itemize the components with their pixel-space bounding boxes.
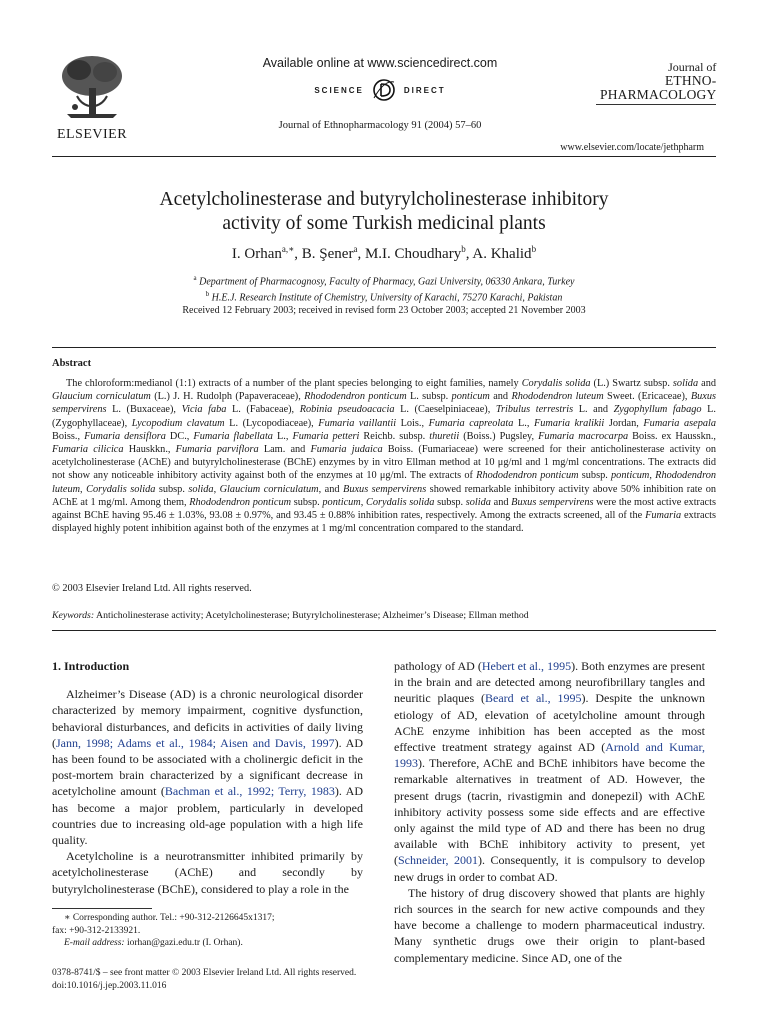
footnote-rule: [52, 908, 152, 909]
publisher-name: ELSEVIER: [56, 127, 128, 142]
journal-url[interactable]: www.elsevier.com/locate/jethpharm: [560, 142, 704, 153]
email-address[interactable]: iorhan@gazi.edu.tr (I. Orhan).: [124, 938, 243, 948]
copyright-notice: © 2003 Elsevier Ireland Ltd. All rights reserved.: [52, 583, 252, 594]
author-name: A. Khalid: [472, 246, 532, 262]
section-heading-introduction: 1. Introduction: [52, 659, 130, 673]
paragraph: pathology of AD (Hebert et al., 1995). Both enzymes are present in the brain and are detected among neurofibrillary tangles and neuritic plaques (Beard et al., 1995). Despite the unknown etiology of AD, elevation of acetylcholine amount through AChE enzyme inhibition has been accepted as the most effective treatment strategy against AD (Arnold and Kumar, 1993). Therefore, AChE and BChE inhibitors have become the remarkable alternatives in treatment of AD. However, the present drugs (tacrin, rivastigmin and donepezil) with AChE inhibitory activity possess some side effects and are effective only against the mild type of AD and there has been no drug available with BChE inhibitory activity to present, yet (Schneider, 2001). Consequently, it is compulsory to develop new drugs in order to combat AD.: [394, 659, 706, 884]
journal-citation: Journal of Ethnopharmacology 91 (2004) 57–60: [278, 120, 482, 131]
corresponding-author-footnote: [52, 912, 363, 950]
abstract-top-rule: [52, 347, 716, 348]
author-affil-mark[interactable]: a,∗: [281, 244, 295, 254]
sd-left-text: SCIENCE: [314, 85, 364, 95]
front-matter-footer: [52, 967, 356, 993]
issn-line: 0378-8741/$ – see front matter © 2003 Elsevier Ireland Ltd. All rights reserved.: [52, 968, 357, 978]
masthead-center: [200, 56, 560, 131]
citation-link[interactable]: Jann, 1998; Adams et al., 1984; Aisen and Davis, 1997: [56, 735, 335, 750]
paragraph: Acetylcholine is a neurotransmitter inhibited primarily by acetylcholinesterase (AChE) and secondly by butyrylcholinesterase (BChE), considered to play a role in the: [52, 849, 363, 896]
citation-link[interactable]: Arnold and Kumar, 1993: [394, 740, 706, 771]
elsevier-logo: [52, 52, 132, 143]
footnote-line: fax: +90-312-2133921.: [52, 925, 141, 936]
paragraph: The history of drug discovery showed that plants are highly rich sources in the search for new active compounds and they have become a challenge to modern pharmaceutical industry. Many synthetic drugs owe their origin to plant-based complementary medicine. Since AD, one of the: [394, 885, 705, 965]
article-title: [52, 188, 716, 236]
author-list: I. Orhan$^{a,∗}$, B. Şener$^a$, M.I. Choudhary$^b$, A. Khalid$^b$: [231, 244, 537, 262]
journal-logo: [596, 60, 716, 105]
citation-link[interactable]: Beard et al., 1995: [484, 691, 582, 706]
footnote-line: ∗ Corresponding author. Tel.: +90-312-2126645x1317;: [64, 913, 275, 923]
doi-line[interactable]: doi:10.1016/j.jep.2003.11.016: [52, 981, 167, 991]
author-affil-mark[interactable]: b: [461, 244, 466, 254]
sciencedirect-d-icon: [370, 78, 398, 102]
footnote-email: E-mail address: iorhan@gazi.edu.tr (I. Orhan).: [64, 938, 243, 948]
title-line-1: Acetylcholinesterase and butyrylcholinesterase inhibitory: [159, 189, 609, 210]
available-online: Available online at www.sciencedirect.com: [262, 56, 498, 70]
keywords-text: Anticholinesterase activity; Acetylcholinesterase; Butyrylcholinesterase; Alzheimer’s Disease; Ellman method: [94, 610, 529, 621]
keywords-label: Keywords:: [52, 610, 95, 621]
journal-name-line3: PHARMACOLOGY: [600, 87, 717, 102]
citation-link[interactable]: Hebert et al., 1995: [481, 659, 572, 673]
author-name: I. Orhan: [231, 246, 282, 262]
journal-logo-rule: [596, 104, 716, 105]
sciencedirect-logo: [200, 78, 560, 102]
header-divider: [52, 156, 716, 157]
body-top-rule: [52, 630, 716, 631]
author-affil-mark[interactable]: a: [353, 244, 358, 254]
journal-name-line2: ETHNO-: [664, 73, 717, 88]
column-left: [52, 658, 363, 897]
citation-link[interactable]: Bachman et al., 1992; Terry, 1983: [164, 784, 335, 799]
author-name: B. Şener: [301, 246, 354, 262]
sd-right-text: DIRECT: [403, 85, 446, 95]
elsevier-tree-icon: [57, 52, 127, 120]
citation-link[interactable]: Schneider, 2001: [398, 853, 479, 868]
abstract-heading: Abstract: [52, 358, 92, 369]
keywords: [52, 610, 716, 621]
abstract-body: The chloroform:medianol (1:1) extracts of a number of the plant species belonging to eight families, namely Corydalis solida (L.) Swartz subsp. solida and Glaucium corniculatum (L.) J. H. Rudolph (Papaveraceae), Rhododendron ponticum L. subsp. ponticum and Rhododendron luteum Sweet. (Ericaceae), Buxus sempervirens L. (Buxaceae), Vicia faba L. (Fabaceae), Robinia pseudoacacia L. (Caeselpiniaceae), Tribulus terrestris L. and Zygophyllum fabago L. (Zygophyllaceae), Lycopodium clavatum L. (Lycopodiaceae), Fumaria vaillantii Lois., Fumaria capreolata L., Fumaria kralikii Jordan, Fumaria asepala Boiss., Fumaria densiflora DC., Fumaria flabellata L., Fumaria petteri Reichb. subsp. thuretii (Boiss.) Pugsley, Fumaria macrocarpa Boiss. ex Hausskn., Fumaria cilicica Hauskkn., Fumaria parviflora Lam. and Fumaria judaica Boiss. (Fumariaceae) were screened for their anticholinesterase activity on acetylcholinesterase (AChE) and butyrylcholinesterase (BChE) enzymes by in vitro Ellman method at 10 μg/ml and 1 mg/ml concentrations. The extracts did not show any noticeable inhibitory activity against both of the enzymes at 10 μg/ml. The extracts of Rhododendron ponticum subsp. ponticum, Rhododendron luteum, Corydalis solida subsp. solida, Glaucium corniculatum, and Buxus sempervirens showed remarkable inhibitory activity above 50% inhibition rate on AChE at 1 mg/ml. Among them, Rhododendron ponticum subsp. ponticum, Corydalis solida subsp. solida and Buxus sempervirens were the most active extracts against BChE having 95.46 ± 1.03%, 93.08 ± 0.97%, and 93.45 ± 0.88% inhibition rates, respectively. Among the extracts screened, all of the Fumaria extracts displayed highly potent inhibition against both of the enzymes at 1 mg/ml concentration compared to the standard.: [52, 378, 717, 535]
affiliation-b: $^b$ H.E.J. Research Institute of Chemistry, University of Karachi, 75270 Karachi, Pakistan: [205, 290, 563, 304]
author-name: M.I. Choudhary: [364, 246, 462, 262]
paragraph: Alzheimer’s Disease (AD) is a chronic neurological disorder characterized by memory impairment, cognitive dysfunction, behavioral disturbances, and deficits in activities of daily living (Jann, 1998; Adams et al., 1984; Aisen and Davis, 1997). AD has been found to be associated with a cholinergic deficit in the post-mortem brain characterized by a significant decrease in acetylcholine amount (Bachman et al., 1992; Terry, 1983). AD has become a major problem, particularly in developed countries due to increasing old-age population with a high life quality.: [52, 687, 363, 848]
journal-name-line1: Journal of: [668, 60, 717, 74]
received-dates: Received 12 February 2003; received in revised form 23 October 2003; accepted 21 November 2003: [182, 305, 586, 316]
author-affil-mark[interactable]: b: [531, 244, 537, 254]
affiliations: [52, 272, 716, 305]
title-line-2: activity of some Turkish medicinal plants: [222, 213, 546, 234]
affiliation-a: $^a$ Department of Pharmacognosy, Faculty of Pharmacy, Gazi University, 06330 Ankara, Turkey: [193, 274, 575, 288]
column-right: [394, 658, 705, 966]
